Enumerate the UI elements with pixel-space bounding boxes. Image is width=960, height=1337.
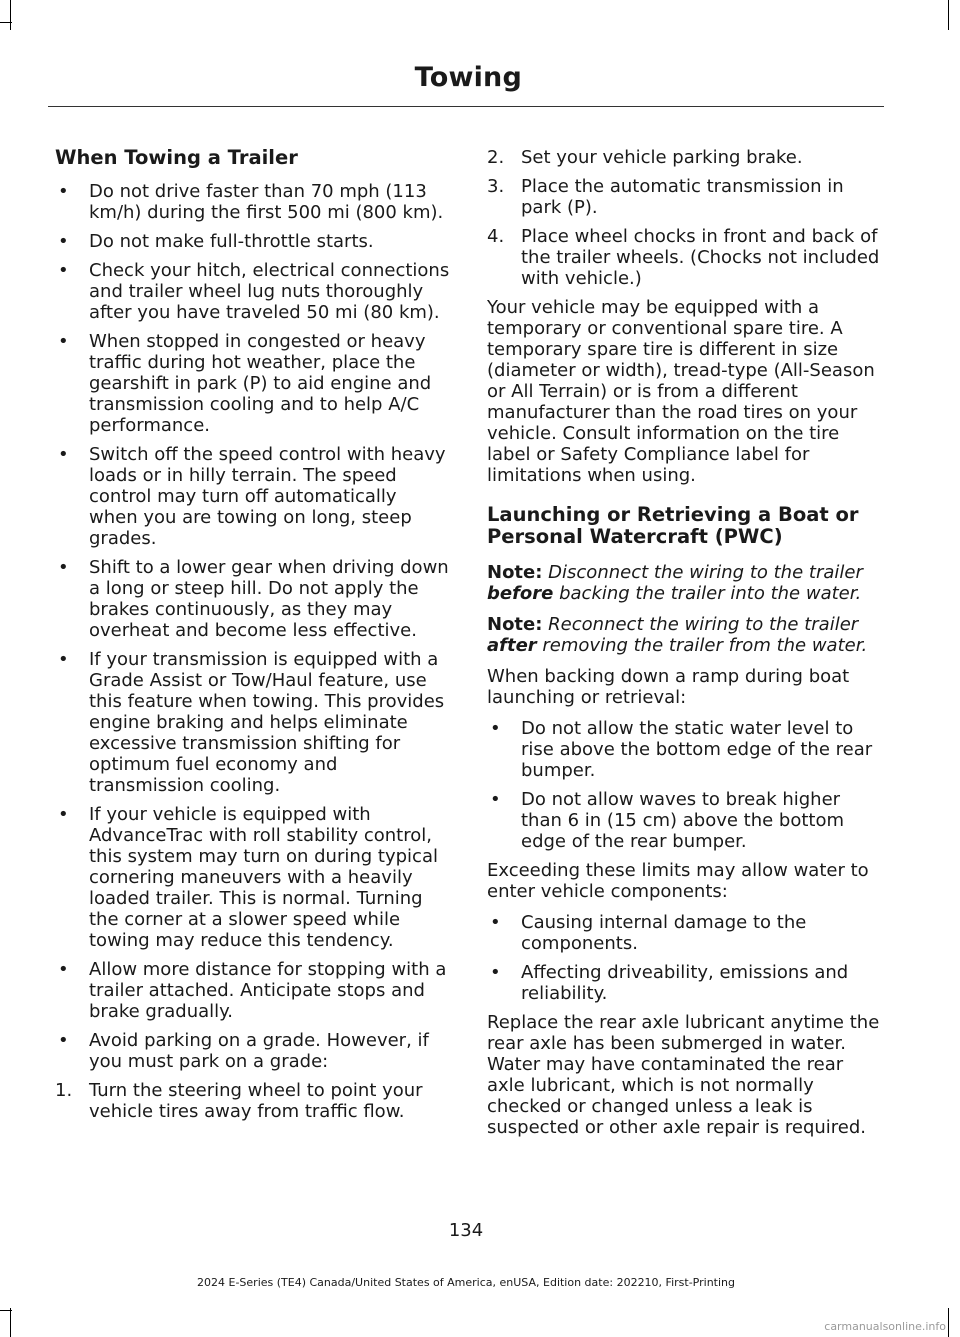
list-item: • If your vehicle is equipped with AdvanceTrac with roll stability control, this system may turn on during typical cornering maneuvers with a heavily loaded trailer. This is normal. Turning the corner at a slower speed while towing may reduce this tendency. bbox=[58, 804, 438, 951]
list-item: • Causing internal damage to the components. bbox=[490, 912, 807, 954]
bullet-icon: • bbox=[58, 181, 69, 202]
left-column bbox=[55, 147, 450, 1130]
list-item: • Do not make full-throttle starts. bbox=[58, 231, 374, 252]
page-number: 134 bbox=[448, 1220, 484, 1241]
step-text: Set your vehicle parking brake. bbox=[521, 147, 803, 168]
list-item: • Check your hitch, electrical connections and trailer wheel lug nuts thoroughly after you have traveled 50 mi (80 km). bbox=[58, 260, 450, 323]
exceed-bullet-list bbox=[487, 912, 882, 1004]
bullet-icon: • bbox=[58, 557, 69, 578]
watermark: carmanualsonline.info bbox=[824, 1320, 946, 1333]
edition-footer: 2024 E-Series (TE4) Canada/United States of America, enUSA, Edition date: 202210, First-Printing bbox=[197, 1276, 735, 1289]
spare-tire-paragraph: Your vehicle may be equipped with a temporary or conventional spare tire. A temporary spare tire is different in size (diameter or width), tread-type (All-Season or All Terrain) or is from a different manufacturer than the road tires on your vehicle. Consult information on the tire label or Safety Compliance label for limitations when using. bbox=[487, 297, 875, 486]
list-item: • Do not allow waves to break higher than 6 in (15 cm) above the bottom edge of the rear bumper. bbox=[490, 789, 845, 852]
list-item: • Do not allow the static water level to rise above the bottom edge of the rear bumper. bbox=[490, 718, 873, 781]
numbered-step bbox=[55, 1080, 450, 1122]
bullet-icon: • bbox=[490, 962, 501, 983]
crop-mark bbox=[0, 1310, 12, 1311]
bullet-icon: • bbox=[58, 804, 69, 825]
ramp-intro: When backing down a ramp during boat launching or retrieval: bbox=[487, 666, 850, 708]
section-heading-towing: When Towing a Trailer bbox=[55, 146, 298, 169]
page-title: Towing bbox=[414, 62, 522, 93]
bullet-icon: • bbox=[58, 260, 69, 281]
step-number: 2. bbox=[487, 147, 505, 168]
list-item: • Switch off the speed control with heavy loads or in hilly terrain. The speed control may turn off automatically when you are towing on long, steep grades. bbox=[58, 444, 446, 549]
step-number: 3. bbox=[487, 176, 505, 197]
bullet-icon: • bbox=[58, 231, 69, 252]
towing-bullet-list bbox=[55, 181, 450, 1072]
bullet-icon: • bbox=[490, 789, 501, 810]
numbered-step bbox=[487, 176, 882, 218]
crop-mark bbox=[10, 1308, 11, 1337]
crop-mark bbox=[948, 1308, 949, 1337]
bullet-icon: • bbox=[58, 444, 69, 465]
crop-mark bbox=[10, 0, 11, 30]
crop-mark bbox=[0, 22, 12, 23]
crop-mark bbox=[948, 0, 949, 30]
list-item: • If your transmission is equipped with a Grade Assist or Tow/Haul feature, use this feature when towing. This provides engine braking and helps eliminate excessive transmission shifting for optimum fuel economy and transmission cooling. bbox=[58, 649, 445, 796]
list-item: • When stopped in congested or heavy traffic during hot weather, place the gearshift in park (P) to aid engine and transmission cooling and to help A/C performance. bbox=[58, 331, 432, 436]
bullet-icon: • bbox=[490, 718, 501, 739]
axle-paragraph: Replace the rear axle lubricant anytime the rear axle has been submerged in water. Water may have contaminated the rear axle lubricant, which is not normally checked or changed unless a leak is suspected or other axle repair is required. bbox=[487, 1012, 880, 1138]
bullet-icon: • bbox=[58, 959, 69, 980]
section-heading-boat: Launching or Retrieving a Boat or Personal Watercraft (PWC) bbox=[487, 503, 859, 548]
parking-steps-list bbox=[55, 1080, 450, 1122]
step-text: Place the automatic transmission in park (P). bbox=[521, 176, 844, 218]
bullet-icon: • bbox=[58, 331, 69, 352]
bullet-icon: • bbox=[58, 649, 69, 670]
bullet-icon: • bbox=[58, 1030, 69, 1051]
parking-steps-list-continued bbox=[487, 147, 882, 289]
ramp-bullet-list bbox=[487, 718, 882, 852]
step-text: Place wheel chocks in front and back of the trailer wheels. (Chocks not included with vehicle.) bbox=[521, 226, 880, 289]
list-item: • Avoid parking on a grade. However, if you must park on a grade: bbox=[58, 1030, 429, 1072]
bullet-icon: • bbox=[490, 912, 501, 933]
step-number: 1. bbox=[55, 1080, 73, 1101]
list-item: • Shift to a lower gear when driving down a long or steep hill. Do not apply the brakes continuously, as they may overheat and become less effective. bbox=[58, 557, 449, 641]
numbered-step bbox=[487, 147, 882, 168]
step-text: Turn the steering wheel to point your vehicle tires away from traffic flow. bbox=[89, 1080, 423, 1122]
exceed-intro: Exceeding these limits may allow water to enter vehicle components: bbox=[487, 860, 869, 902]
right-column bbox=[487, 147, 882, 1148]
note-disconnect: Note: Disconnect the wiring to the trailer before backing the trailer into the water. bbox=[487, 562, 863, 604]
list-item: • Allow more distance for stopping with a trailer attached. Anticipate stops and brake gradually. bbox=[58, 959, 447, 1022]
numbered-step bbox=[487, 226, 882, 289]
note-reconnect: Note: Reconnect the wiring to the trailer after removing the trailer from the water. bbox=[487, 614, 868, 656]
list-item: • Affecting driveability, emissions and reliability. bbox=[490, 962, 849, 1004]
list-item: • Do not drive faster than 70 mph (113 km/h) during the first 500 mi (800 km). bbox=[58, 181, 444, 223]
step-number: 4. bbox=[487, 226, 505, 247]
header-divider bbox=[48, 106, 884, 107]
